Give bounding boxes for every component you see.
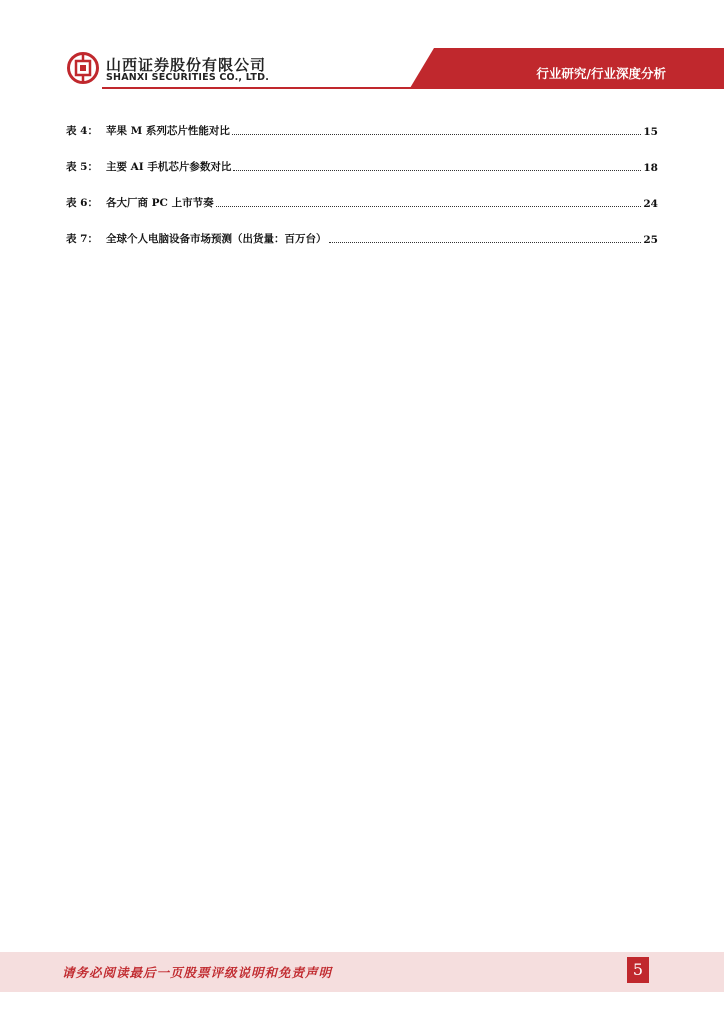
toc-leader-dots xyxy=(233,169,641,171)
toc-entry-number: 表 6： xyxy=(66,197,98,209)
toc-entry-title: 全球个人电脑设备市场预测（出货量：百万台） xyxy=(106,233,327,245)
page-header xyxy=(0,0,724,100)
toc-entry[interactable] xyxy=(66,156,658,174)
toc-entry[interactable] xyxy=(66,192,658,210)
toc-entry-number: 表 7： xyxy=(66,233,98,245)
toc-entry-page: 25 xyxy=(643,234,658,246)
toc-entry[interactable] xyxy=(66,228,658,246)
page-number: 5 xyxy=(627,957,649,983)
toc-entry-page: 18 xyxy=(643,162,658,174)
toc-entry-title: 主要 AI 手机芯片参数对比 xyxy=(106,161,232,173)
disclaimer-notice: 请务必阅读最后一页股票评级说明和免责声明 xyxy=(62,965,333,980)
toc-entry-number: 表 5： xyxy=(66,161,98,173)
toc-leader-dots xyxy=(329,241,642,243)
report-category: 行业研究/行业深度分析 xyxy=(536,66,666,81)
toc-entry-page: 15 xyxy=(643,126,658,138)
toc-leader-dots xyxy=(232,133,641,135)
company-name-cn: 山西证券股份有限公司 xyxy=(106,56,267,74)
toc-entry[interactable] xyxy=(66,120,658,138)
toc-leader-dots xyxy=(216,205,642,207)
toc-entry-title: 苹果 M 系列芯片性能对比 xyxy=(106,125,230,137)
toc-entry-page: 24 xyxy=(643,198,658,210)
toc-entry-title: 各大厂商 PC 上市节奏 xyxy=(106,197,214,209)
page-footer xyxy=(0,952,724,992)
header-banner xyxy=(0,0,724,100)
company-name-en: SHANXI SECURITIES CO., LTD. xyxy=(106,72,270,83)
toc-entry-number: 表 4： xyxy=(66,125,98,137)
